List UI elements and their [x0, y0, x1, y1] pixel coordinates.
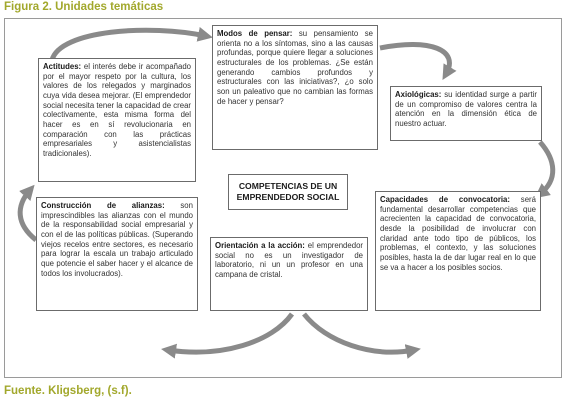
box-construccion-de-alianzas	[36, 197, 198, 311]
box-actitudes	[38, 58, 196, 182]
arrow-axiologicas-to-convocatoria	[540, 142, 553, 194]
source-note: Fuente. Kligsberg, (s.f).	[4, 385, 132, 397]
box-alianzas-text: son imprescindibles las alianzas con el mundo de la responsabilidad social empresarial y con el de las políticas públicas. (Superando viejos recelos entre sectores, es necesario para lograr la escala un trabajo articulado que potencie el saber hacer y el alcance de todos los involucrados).	[41, 201, 193, 278]
box-modos-heading: Modos de pensar:	[217, 29, 293, 38]
arrow-alianzas-to-actitudes	[20, 190, 36, 240]
box-alianzas-heading: Construcción de alianzas:	[41, 201, 165, 210]
box-orientacion-heading: Orientación a la acción:	[215, 241, 305, 250]
arrow-orientacion-to-right	[304, 314, 414, 352]
center-title: COMPETENCIAS DE UN EMPRENDEDOR SOCIAL	[236, 181, 340, 203]
arrow-actitudes-to-modos	[52, 30, 206, 60]
box-axiologicas-text: su identidad surge a partir de un compromiso de valores centra la atención en la dimensión ética de nuestro actuar.	[395, 90, 537, 128]
box-modos-text: su pensamiento se orienta no a los síntomas, sino a las causas profundas, porque quiere llegar a soluciones estructurales de los problemas. ¿Se están generando cambios profundos y estructurales con las iniciativas?, ¿o solo son un paleativo que no cambian las formas de hacer y pensar?	[217, 29, 373, 106]
figure-caption: Figura 2. Unidades temáticas	[4, 1, 164, 13]
box-orientacion-text: el emprendedor social no es un investigador de laboratorio, ni un un profesor en una campana de cristal.	[215, 241, 364, 279]
box-capacidades-de-convocatoria	[375, 191, 541, 311]
box-competencias-center	[228, 174, 348, 210]
box-convocatoria-heading: Capacidades de convocatoria:	[380, 195, 510, 204]
box-orientacion-a-la-accion	[210, 237, 368, 311]
box-convocatoria-text: será fundamental desarrollar competencias que acrecienten la capacidad de convocatoria, desde la posibilidad de involucrar con claridad ante todo tipo de públicos, los problemas, el contexto, y las soluciones posibles, hasta la de dar lugar real en lo que se va a hacer a los posibles socios.	[380, 195, 536, 272]
box-axiologicas	[390, 86, 542, 141]
box-actitudes-heading: Actitudes:	[43, 62, 82, 71]
arrow-modos-to-axiologicas	[380, 44, 449, 74]
arrow-orientacion-to-left	[168, 314, 292, 352]
box-actitudes-text: el interés debe ir acompañado por el mayor respeto por la cultura, los valores de los relegados y marginados cuya vida desea mejorar. (El emprendedor social necesita tener la capacidad de crear colectivamente, esta misma forma del hacer es en sí revolucionaria en comparación con las prácticas empresariales y asistencialistas tradicionales).	[43, 62, 191, 158]
box-axiologicas-heading: Axiológicas:	[395, 90, 442, 99]
box-modos-de-pensar	[212, 25, 378, 150]
